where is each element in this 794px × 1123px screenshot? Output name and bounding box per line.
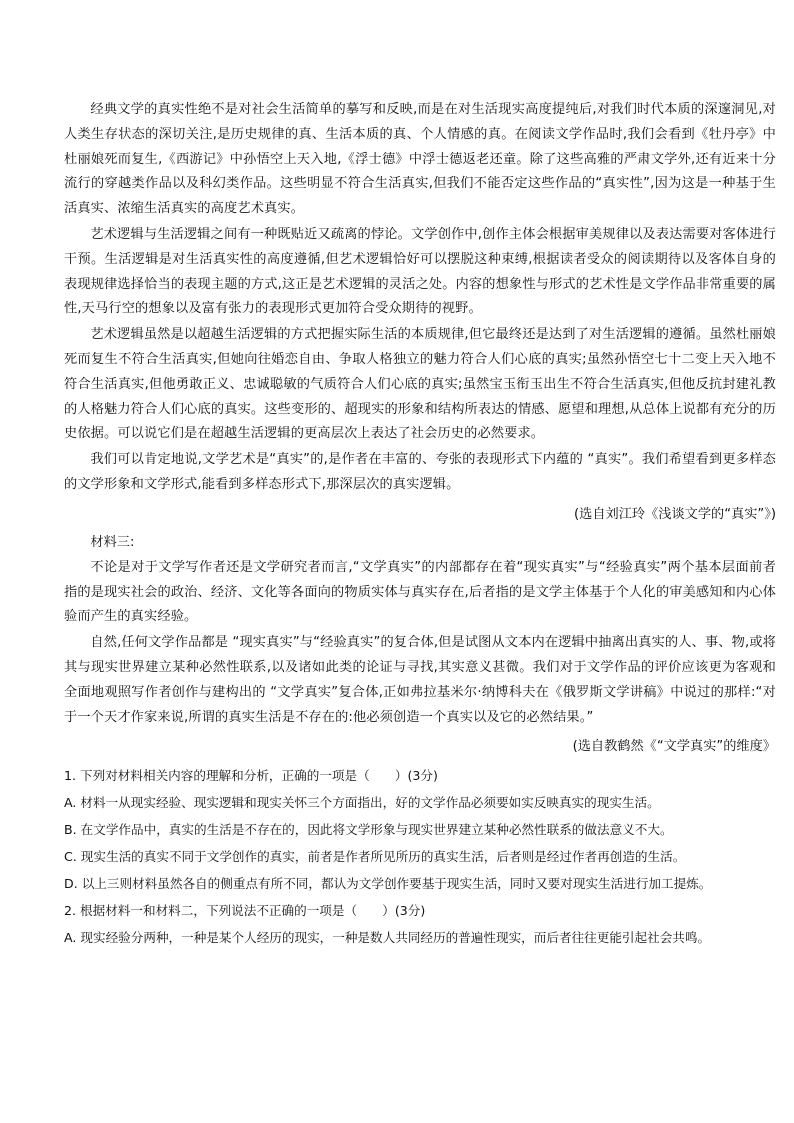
material-two-paragraph-3: 艺术逻辑虽然是以超越生活逻辑的方式把握实际生活的本质规律,但它最终还是达到了对生活逻辑的遵循。虽然杜丽娘死而复生不符合生活真实,但她向往婚恋自由、争取人格独立的魅力符合人们心底的真实;虽然孙悟空七十二变上天入地不符合生活真实,但他勇敢正义、忠诚聪敏的气质符合人们心底的真实;虽然宝玉衔玉出生不符合生活真实,但他反抗封建礼教的人格魅力符合人们心底的真实。这些变形的、超现实的形象和结构所表达的情感、愿望和理想,从总体上说都有充分的历史依据。可以说它们是在超越生活逻辑的更高层次上表达了社会历史的必然要求。 xyxy=(64,327,776,442)
material-two-paragraph-1: 经典文学的真实性绝不是对社会生活简单的摹写和反映,而是在对生活现实高度提纯后,对我们时代本质的深邃洞见,对人类生存状态的深切关注,是历史规律的真、生活本质的真、个人情感的真。在阅读文学作品时,我们会看到《牡丹亭》中杜丽娘死而复生,《西游记》中孙悟空上天入地,《浮士德》中浮士德返老还童。除了这些高雅的严肃文学外,还有近来十分流行的穿越类作品以及科幻类作品。这些明显不符合生活真实,但我们不能否定这些作品的“真实性”,因为这是一种基于生活真实、浓缩生活真实的高度艺术真实。 xyxy=(64,102,776,217)
question-1-option-c[interactable]: C. 现实生活的真实不同于文学创作的真实，前者是作者所见所历的真实生活，后者则是经过作者再创造的生活。 xyxy=(64,849,686,865)
material-three-paragraph-2: 自然,任何文学作品都是 “现实真实”与“经验真实”的复合体,但是试图从文本内在逻辑中抽离出真实的人、事、物,或将其与现实世界建立某种必然性联系,以及诸如此类的论证与寻找,其实意义甚微。我们对于文学作品的评价应该更为客观和全面地观照写作者创作与建构出的 “文学真实”复合体,正如弗拉基米尔·纳博科夫在《俄罗斯文学讲稿》中说过的那样:“对于一个天才作家来说,所谓的真实生活是不存在的:他必须创造一个真实以及它的必然结果。” xyxy=(64,635,776,725)
question-1-option-b[interactable]: B. 在文学作品中，真实的生活是不存在的，因此将文学形象与现实世界建立某种必然性联系的做法意义不大。 xyxy=(64,822,673,838)
question-2 xyxy=(64,897,776,951)
question-1 xyxy=(64,762,776,897)
question-1-option-a[interactable]: A. 材料一从现实经验、现实逻辑和现实关怀三个方面指出，好的文学作品必须要如实反映真实的现实生活。 xyxy=(64,795,660,811)
document-page xyxy=(64,98,776,951)
question-2-stem: 2. 根据材料一和材料二，下列说法不正确的一项是（ ）(3分) xyxy=(64,903,426,919)
material-two-paragraph-4: 我们可以肯定地说,文学艺术是“真实”的,是作者在丰富的、夸张的表现形式下内蕴的 “真实”。我们希望看到更多样态的文学形象和文学形式,能看到多样态形式下,那深层次的真实逻辑。 xyxy=(64,452,776,492)
material-two-source: (选自刘江玲《浅谈文学的“真实”》) xyxy=(574,506,776,522)
question-2-option-a[interactable]: A. 现实经验分两种，一种是某个人经历的现实，一种是数人共同经历的普遍性现实，而后者往往更能引起社会共鸣。 xyxy=(64,930,711,946)
question-1-stem: 1. 下列对材料相关内容的理解和分析，正确的一项是（ ）(3分) xyxy=(64,768,438,784)
material-three-source: (选自教鹤然《“文学真实”的维度》 xyxy=(572,739,776,755)
material-three-paragraph-1: 不论是对于文学写作者还是文学研究者而言,“文学真实”的内部都存在着“现实真实”与“经验真实”两个基本层面前者指的是现实社会的政治、经济、文化等各面向的物质实体与真实存在,后者指的是文学主体基于个人化的审美感知和内心体验而产生的真实经验。 xyxy=(64,559,776,625)
material-two-paragraph-2: 艺术逻辑与生活逻辑之间有一种既贴近又疏离的悖论。文学创作中,创作主体会根据审美规律以及表达需要对客体进行干预。生活逻辑是对生活真实性的高度遵循,但艺术逻辑恰好可以摆脱这种束缚,根据读者受众的阅读期待以及客体自身的表现规律选择恰当的表现主题的方式,这正是艺术逻辑的灵活之处。内容的想象性与形式的艺术性是文学作品非常重要的属性,天马行空的想象以及富有张力的表现形式更加符合受众期待的视野。 xyxy=(64,226,776,317)
material-three-label: 材料三: xyxy=(90,534,135,550)
question-1-option-d[interactable]: D. 以上三则材料虽然各自的侧重点有所不同，都认为文学创作要基于现实生活，同时又要对现实生活进行加工提炼。 xyxy=(64,876,712,892)
